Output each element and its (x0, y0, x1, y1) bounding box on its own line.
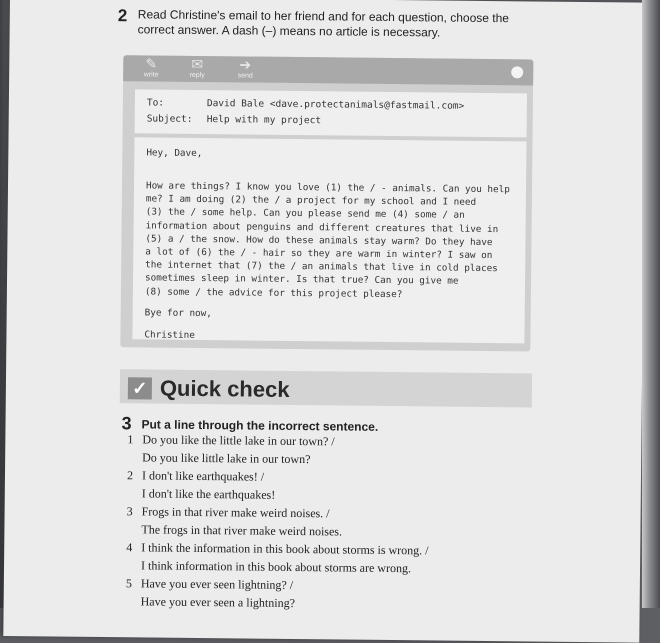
body-line: (8) some / the advice for this project please? (144, 285, 403, 300)
signoff: Bye for now, (144, 307, 212, 320)
body-line: a lot of (6) the / - hair so they are warm in winter? I saw on (145, 246, 493, 262)
right-page-edge (642, 0, 660, 608)
arrow-right-icon: ➔ (239, 56, 252, 73)
exercise-2-number: 2 (117, 6, 128, 26)
exercise-3-instruction: Put a line through the incorrect sentence. (141, 417, 379, 434)
email-toolbar (123, 55, 533, 85)
signature: Christine (144, 329, 195, 341)
envelope-icon: ✉ (191, 55, 204, 73)
list-item: 4 I think the information in this book about storms is wrong. / I think information in this book about storms are wrong. (126, 538, 486, 578)
list-item: 5 Have you ever seen lightning? / Have you ever seen a lightning? (126, 574, 486, 614)
sentence-option[interactable]: Do you like little lake in our town? (142, 450, 311, 467)
email-body (132, 137, 526, 343)
email-window (120, 55, 533, 351)
email-text (145, 179, 510, 301)
quick-check-title: Quick check (159, 375, 290, 402)
greeting: Hey, Dave, (146, 147, 203, 160)
body-line: sometimes sleep in winter. Is that true? Can you give me (144, 272, 459, 288)
subject-value: Help with my project (206, 114, 322, 127)
body-line: (5) a / the snow. How do these animals stay warm? Do they have (145, 233, 493, 248)
body-line: me? I am doing (2) the / a project for my school and I need (145, 193, 477, 209)
sentence-option[interactable]: Have you ever seen a lightning? (140, 594, 296, 611)
sentence-option[interactable]: I don't like the earthquakes! (141, 486, 276, 502)
sentence-option[interactable]: Have you ever seen lightning? / (140, 576, 294, 592)
sentence-option[interactable]: The frogs in that river make weird noises. (141, 522, 343, 539)
to-row: To: David Bale <dave.protectanimals@fastmail.com> (146, 97, 465, 112)
send-button[interactable]: ➔ send (225, 56, 265, 80)
exercise-3-number: 3 (121, 413, 132, 434)
subject-row: Subject: Help with my project (146, 113, 322, 127)
sentence-option[interactable]: Frogs in that river make weird noises. / (141, 504, 330, 521)
to-value: David Bale <dave.protectanimals@fastmail.com> (206, 98, 465, 112)
body-line: How are things? I know you love (1) the / - animals. Can you help (145, 180, 510, 196)
pencil-icon: ✎ (145, 55, 158, 72)
list-item: 2 I don't like earthquakes! / I don't like the earthquakes! (127, 466, 487, 506)
sentence-option[interactable]: I don't like earthquakes! / (141, 468, 265, 484)
body-line: (3) the / some help. Can you please send me (4) some / an (145, 206, 465, 222)
list-item: 3 Frogs in that river make weird noises. / The frogs in that river make weird noises. (126, 502, 486, 542)
sentence-list (126, 430, 488, 614)
write-button[interactable]: ✎ write (131, 55, 171, 79)
email-header (135, 89, 527, 137)
sentence-option[interactable]: I think information in this book about storms are wrong. (140, 558, 412, 576)
quick-check-banner (120, 369, 532, 407)
sentence-option[interactable]: I think the information in this book about storms is wrong. / (141, 540, 429, 558)
sentence-option[interactable]: Do you like the little lake in our town? / (142, 432, 335, 449)
textbook-page (3, 0, 646, 643)
exercise-2-header (118, 7, 518, 41)
body-line: information about penguins and different creatures that live in (145, 219, 499, 235)
body-line: the internet that (7) the / an animals that live in cold places (145, 259, 498, 275)
checkmark-icon: ✓ (128, 377, 152, 399)
exercise-2-instruction: Read Christine's email to her friend and for each question, choose the correct answer. A dash (–) means no article is necessary. (137, 7, 510, 40)
list-item: 1 Do you like the little lake in our town? / Do you like little lake in our town? (127, 430, 487, 470)
window-dot-icon (511, 66, 523, 78)
reply-button[interactable]: ✉ reply (177, 56, 217, 80)
